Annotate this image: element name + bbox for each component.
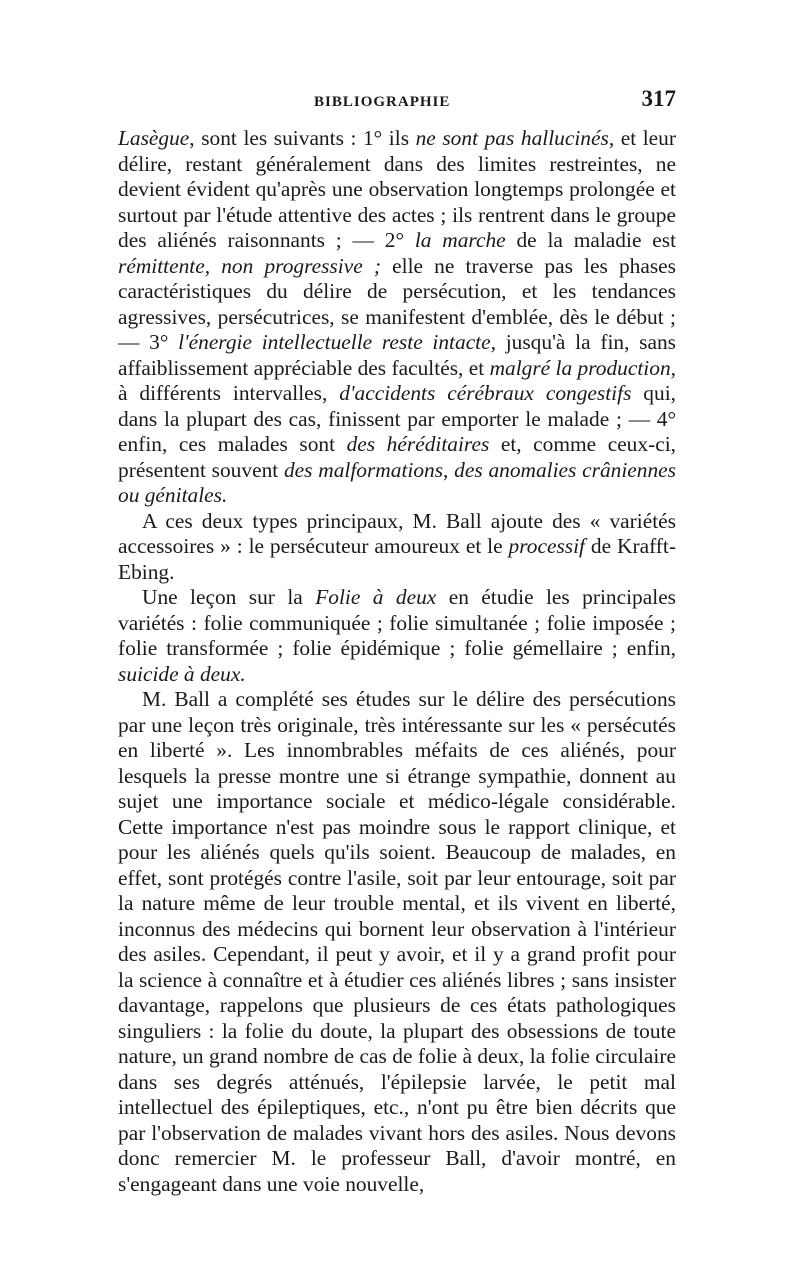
page-number: 317 <box>641 86 676 111</box>
text-run: qui, dans la plupart des cas, finissent par emporter le malade ; — 4° enfin, ces malades sont <box>118 381 676 456</box>
text-run: , et leur délire, restant généralement dans des limites restreintes, ne devient évident qu'après une observation longtemps prolongée et surtout par l'étude attentive des actes ; ils rentrent dans le groupe des aliénés raisonnants ; — 2° <box>118 126 676 252</box>
paragraph <box>118 585 676 687</box>
italic-text: d'accidents cérébraux congestifs <box>339 381 632 405</box>
italic-text: malgré la production, <box>489 355 676 380</box>
text-run: et, comme ceux-ci, présentent souvent <box>118 432 676 482</box>
italic-text: rémittente, non progressive ; <box>118 253 381 278</box>
italic-text: Folie à deux <box>315 585 437 609</box>
text-run: Une leçon sur la <box>142 585 316 609</box>
italic-text: la marche <box>414 228 506 252</box>
italic-text: ne sont pas hallucinés <box>415 126 609 150</box>
text-run: M. Ball a complété ses études sur le délire des persécutions par une leçon très originale, très intéressante sur les « persécutés en liberté ». Les innombrables méfaits de ces aliénés, pour lesquels la presse montre une si étrange sympathie, donnent au sujet une importance sociale et médico-légale considérable. Cette importance n'est pas moindre sous le rapport clinique, et pour les aliénés quels qu'ils soient. Beaucoup de malades, en effet, sont protégés contre l'asile, soit par leur entourage, soit par la nature même de leur trouble mental, et ils vivent en liberté, inconnus des médecins qui bornent leur observation à l'intérieur des asiles. Cependant, il peut y avoir, et il y a grand profit pour la science à connaître et à étudier ces aliénés libres ; sans insister davantage, rappelons que plusieurs de ces états pathologiques singuliers : la folie du doute, la plupart des obsessions de toute nature, un grand nombre de cas de folie à deux, la folie circulaire dans ses degrés atténués, l'épilepsie larvée, le petit mal intellectuel des épileptiques, etc., n'ont pu être bien décrits que par l'observation de malades vivant hors des asiles. Nous devons donc remercier M. le professeur Ball, d'avoir montré, en s'engageant dans une voie nouvelle, <box>118 687 676 1196</box>
text-run: en étudie les principales variétés : folie communiquée ; folie simultanée ; folie imposée ; folie transformée ; folie épidémique ; folie gémellaire ; enfin, <box>118 585 677 660</box>
text-run: de Krafft-Ebing. <box>118 534 676 584</box>
paragraph <box>118 687 676 1197</box>
body-text <box>118 126 676 1197</box>
text-run: de la maladie est <box>505 228 677 252</box>
italic-text: l'énergie intellectuelle reste intacte, <box>178 330 496 354</box>
text-run: elle ne traverse pas les phases caractéristiques du délire de persécution, et les tendances agressives, persécutrices, se manifestent d'emblée, dès le début ; — 3° <box>118 253 676 354</box>
page-header <box>118 86 676 126</box>
italic-text: des héréditaires <box>346 432 490 456</box>
italic-text: des malformations, des anomalies crâniennes ou génitales. <box>118 457 676 507</box>
paragraph <box>118 509 676 586</box>
text-run: à différents intervalles, <box>118 381 340 405</box>
italic-text: processif <box>508 534 585 558</box>
text-run: jusqu'à la fin, sans affaiblissement appréciable des facultés, et <box>118 330 676 380</box>
book-page <box>118 86 676 1197</box>
text-run: , sont les suivants : 1° ils <box>189 126 416 150</box>
paragraph <box>118 126 676 509</box>
italic-text: suicide à deux. <box>118 661 246 686</box>
running-head: BIBLIOGRAPHIE <box>314 94 451 110</box>
italic-text: Lasègue <box>118 126 190 150</box>
text-run: A ces deux types principaux, M. Ball ajoute des « variétés accessoires » : le persécuteur amoureux et le <box>118 508 676 558</box>
